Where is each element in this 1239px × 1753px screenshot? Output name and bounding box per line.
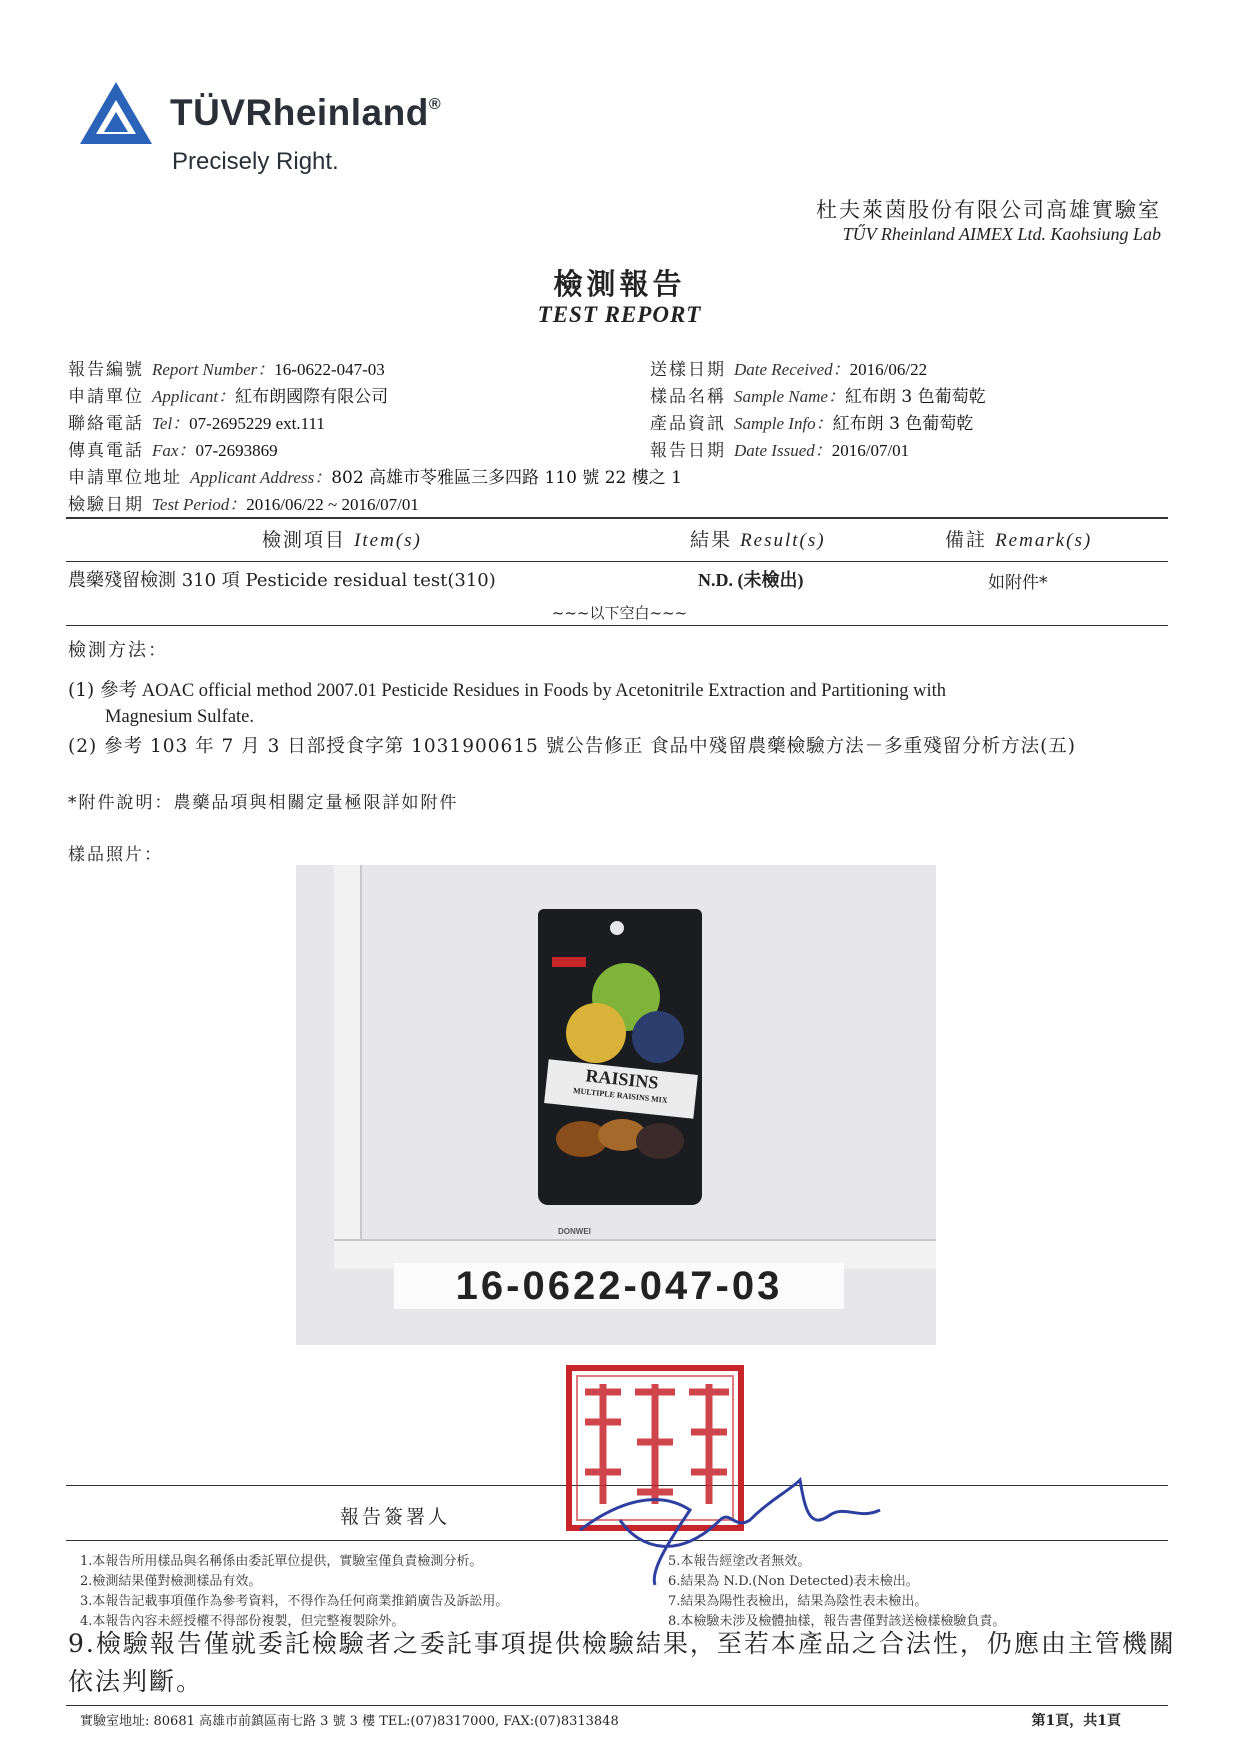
table-header-result: 結果 Result(s)	[690, 529, 826, 551]
page-number: 第1頁，共1頁	[1031, 1713, 1121, 1729]
table-bottom-rule	[66, 625, 1168, 626]
note-8: 8.本檢驗未涉及檢體抽樣，報告書僅對該送檢樣檢驗負責。	[668, 1614, 1006, 1629]
note-6: 6.結果為 N.D.(Non Detected)表未檢出。	[668, 1574, 919, 1589]
photo-heading: 樣品照片：	[68, 845, 163, 865]
attachment-note: *附件說明：農藥品項與相關定量極限詳如附件	[68, 793, 459, 813]
field-sample-info: 產品資訊 Sample Info：紅布朗 3 色葡萄乾	[650, 414, 974, 434]
report-title-en: TEST REPORT	[537, 302, 702, 327]
note-4: 4.本報告內容未經授權不得部份複製，但完整複製除外。	[80, 1614, 405, 1629]
field-sample-name: 樣品名稱 Sample Name：紅布朗 3 色葡萄乾	[650, 387, 986, 407]
table-cell-item: 農藥殘留檢測 310 項 Pesticide residual test(310)	[68, 570, 496, 591]
field-test-period: 檢驗日期 Test Period：2016/06/22 ~ 2016/07/01	[68, 495, 419, 515]
note-7: 7.結果為陽性表檢出，結果為陰性表未檢出。	[668, 1594, 928, 1609]
ruler-brand: DONWEI	[558, 1227, 591, 1236]
brand-name: TÜVRheinland®	[170, 92, 442, 133]
table-header-item: 檢測項目 Item(s)	[262, 529, 422, 551]
table-header-rule	[66, 561, 1168, 562]
note-9: 9.檢驗報告僅就委託檢驗者之委託事項提供檢驗結果，至若本產品之合法性，仍應由主管機關依法判斷。	[68, 1629, 1176, 1696]
brand-slogan: Precisely Right.	[172, 148, 339, 175]
bag-hang-hole	[610, 921, 624, 935]
report-title-zh: 檢測報告	[553, 267, 686, 301]
lab-name-en: TŰV Rheinland AIMEX Ltd. Kaohsiung Lab	[842, 224, 1161, 244]
sample-id-label: 16-0622-047-03	[394, 1263, 844, 1309]
table-cell-result: N.D. (未檢出)	[698, 570, 804, 590]
methods-heading: 檢測方法：	[68, 640, 168, 661]
table-header-remark: 備註 Remark(s)	[945, 529, 1093, 551]
signatory-label: 報告簽署人	[340, 1506, 451, 1528]
footer-lab-address: 實驗室地址: 80681 高雄市前鎮區南七路 3 號 3 樓 TEL:(07)8317000, FAX:(07)8313848	[80, 1714, 619, 1729]
method-item-1: (1) 參考 AOAC official method 2007.01 Pesticide Residues in Foods by Acetonitrile Extraction and Partitioning with Magnesium Sulfate.	[68, 680, 947, 727]
table-cell-remark: 如附件*	[988, 573, 1048, 593]
field-applicant-address: 申請單位地址 Applicant Address：802 高雄市苓雅區三多四路 110 號 22 樓之 1	[68, 468, 682, 488]
blank-marker: ~~~以下空白~~~	[551, 604, 688, 622]
field-fax: 傳真電話 Fax：07-2693869	[68, 441, 278, 461]
method-item-2: (2) 參考 103 年 7 月 3 日部授食字第 1031900615 號公告修正 食品中殘留農藥檢驗方法－多重殘留分析方法(五)	[68, 736, 1077, 757]
field-report-number: 報告編號 Report Number：16-0622-047-03	[68, 360, 385, 380]
ruler-vertical	[334, 865, 362, 1265]
raisins-image	[552, 1115, 688, 1169]
note-1: 1.本報告所用樣品與名稱係由委託單位提供，實驗室僅負責檢測分析。	[80, 1554, 483, 1569]
sample-photo	[296, 865, 936, 1345]
field-tel: 聯絡電話 Tel：07-2695229 ext.111	[68, 414, 325, 434]
table-top-rule	[66, 517, 1168, 519]
field-date-received: 送樣日期 Date Received：2016/06/22	[650, 360, 928, 380]
note-3: 3.本報告記載事項僅作為參考資料，不得作為任何商業推銷廣告及訴訟用。	[80, 1594, 509, 1609]
raisin-bag	[538, 909, 702, 1205]
bag-subtitle: MULTIPLE RAISINS MIX	[572, 1086, 668, 1105]
tuv-logo-icon	[78, 78, 154, 148]
lab-name-zh: 杜夫萊茵股份有限公司高雄實驗室	[816, 198, 1161, 222]
note-2: 2.檢測結果僅對檢測樣品有效。	[80, 1574, 262, 1589]
note-5: 5.本報告經塗改者無效。	[668, 1554, 811, 1569]
footer-rule	[66, 1705, 1168, 1706]
fruit-illustration	[548, 949, 692, 1069]
bag-title: RAISINS	[584, 1065, 660, 1093]
field-applicant: 申請單位 Applicant：紅布朗國際有限公司	[68, 387, 389, 407]
field-date-issued: 報告日期 Date Issued：2016/07/01	[650, 441, 910, 461]
